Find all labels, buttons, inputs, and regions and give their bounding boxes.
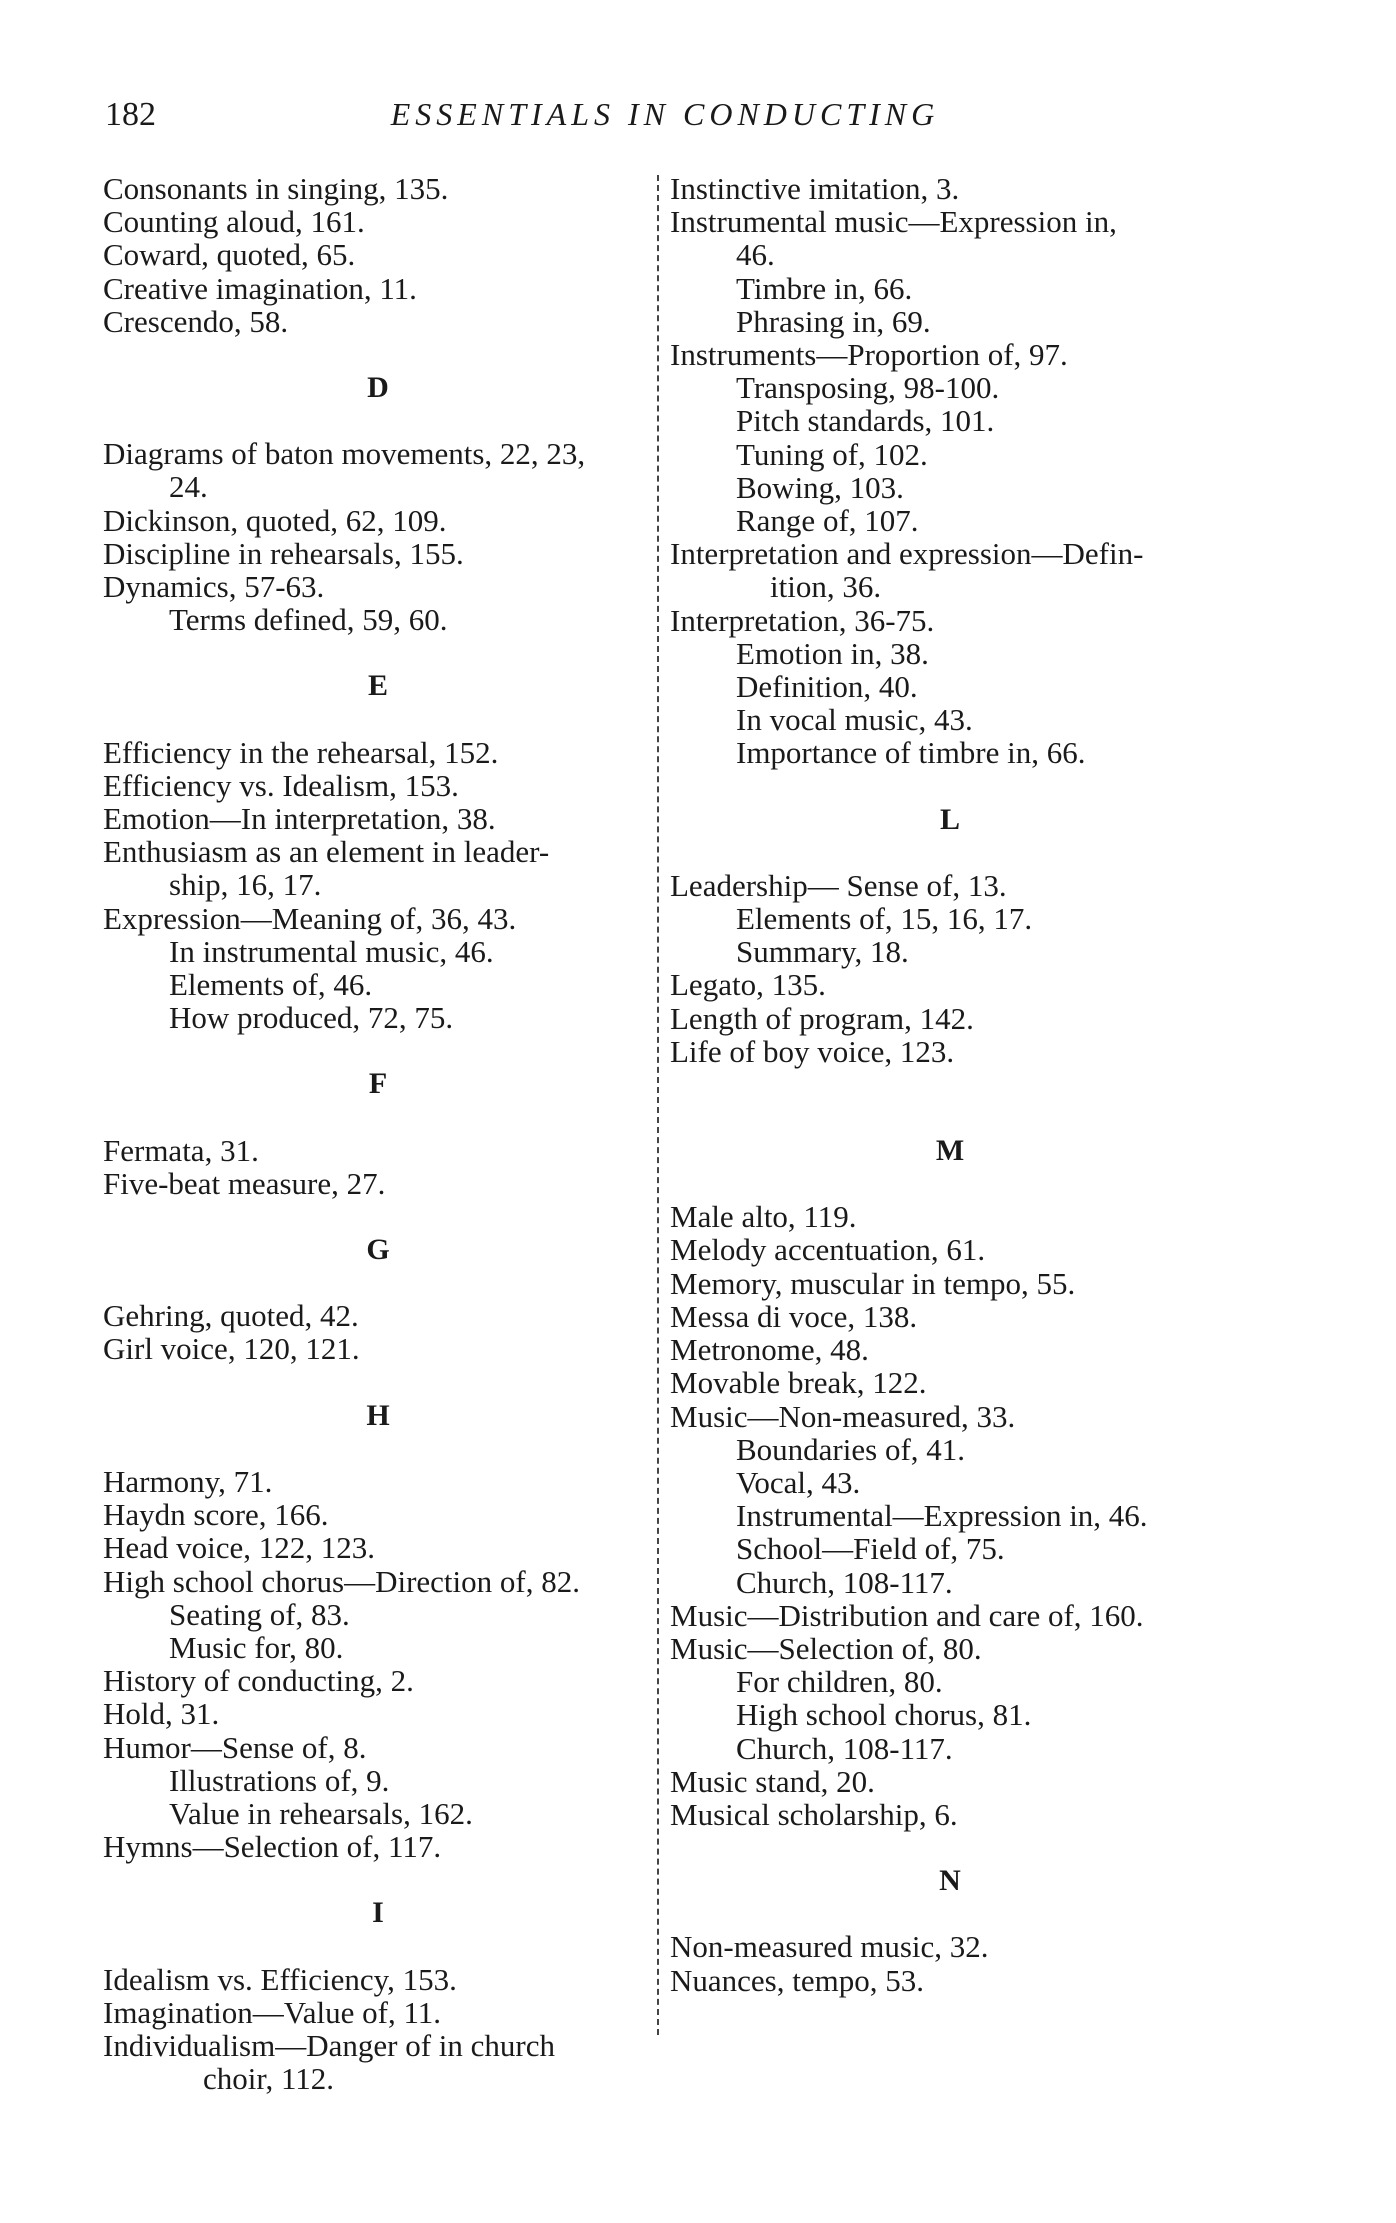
index-entry: Coward, quoted, 65. — [103, 237, 356, 273]
spacer — [670, 1831, 1230, 1864]
index-entry: Efficiency in the rehearsal, 152. — [103, 734, 499, 770]
index-entry: Interpretation and expression—Defin- — [670, 536, 1144, 572]
section-letter: G — [366, 1233, 390, 1267]
index-entry: Interpretation, 36-75. — [670, 602, 935, 638]
section-letter: I — [372, 1896, 384, 1930]
index-subentry: Emotion in, 38. — [736, 635, 929, 671]
index-column-right — [670, 172, 1230, 1997]
index-column-left — [103, 172, 653, 2095]
spacer — [103, 636, 653, 669]
index-entry: Dickinson, quoted, 62, 109. — [103, 502, 447, 538]
section-letter: D — [367, 371, 389, 405]
index-subentry: Pitch standards, 101. — [736, 403, 995, 439]
index-subentry: Value in rehearsals, 162. — [169, 1795, 473, 1831]
index-entry: Humor—Sense of, 8. — [103, 1729, 367, 1765]
index-subentry: In instrumental music, 46. — [169, 933, 494, 969]
index-subentry: Instrumental—Expression in, 46. — [736, 1498, 1148, 1534]
index-entry-continuation: ition, 36. — [770, 569, 882, 605]
index-entry: Music stand, 20. — [670, 1763, 875, 1799]
spacer — [670, 1068, 1230, 1101]
index-entry: Non-measured music, 32. — [670, 1929, 989, 1965]
index-entry: Length of program, 142. — [670, 1000, 974, 1036]
index-subentry: Elements of, 46. — [169, 967, 373, 1003]
index-subentry: Summary, 18. — [736, 934, 909, 970]
spacer — [103, 703, 653, 736]
index-entry: Head voice, 122, 123. — [103, 1530, 376, 1566]
index-entry: Music—Non-measured, 33. — [670, 1398, 1016, 1434]
index-subentry: Illustrations of, 9. — [169, 1762, 390, 1798]
index-subentry: Elements of, 15, 16, 17. — [736, 901, 1033, 937]
index-subentry: Definition, 40. — [736, 669, 918, 705]
index-entry: Five-beat measure, 27. — [103, 1165, 386, 1201]
section-letter: N — [939, 1864, 961, 1898]
index-subentry: Phrasing in, 69. — [736, 303, 931, 339]
index-entry: Expression—Meaning of, 36, 43. — [103, 900, 517, 936]
index-entry: Haydn score, 166. — [103, 1497, 329, 1533]
index-entry: Messa di voce, 138. — [670, 1298, 918, 1334]
column-divider — [657, 175, 659, 2035]
index-subentry: Church, 108-117. — [736, 1730, 953, 1766]
index-entry: Fermata, 31. — [103, 1132, 259, 1168]
index-subentry: Tuning of, 102. — [736, 436, 928, 472]
index-entry: Emotion—In interpretation, 38. — [103, 801, 496, 837]
index-subentry: For children, 80. — [736, 1664, 943, 1700]
index-subentry: Bowing, 103. — [736, 469, 904, 505]
index-entry: Consonants in singing, 135. — [103, 171, 449, 206]
index-subentry: Range of, 107. — [736, 503, 919, 539]
index-subentry: In vocal music, 43. — [736, 702, 973, 738]
index-subentry: Boundaries of, 41. — [736, 1431, 966, 1467]
spacer — [103, 1863, 653, 1896]
index-entry: Enthusiasm as an element in leader- — [103, 834, 550, 870]
index-subentry: Importance of timbre in, 66. — [736, 735, 1086, 771]
section-letter: L — [939, 802, 960, 836]
index-entry: Instinctive imitation, 3. — [670, 171, 960, 206]
index-subentry: Terms defined, 59, 60. — [169, 602, 448, 638]
section-letter: E — [367, 669, 388, 703]
index-subentry: 24. — [169, 469, 208, 505]
section-letter: M — [935, 1134, 965, 1168]
spacer — [103, 1432, 653, 1465]
index-subentry: School—Field of, 75. — [736, 1531, 1005, 1567]
index-entry: Harmony, 71. — [103, 1463, 273, 1499]
index-entry: Music—Selection of, 80. — [670, 1630, 982, 1666]
index-subentry: Seating of, 83. — [169, 1596, 350, 1632]
index-subentry: How produced, 72, 75. — [169, 1000, 454, 1036]
index-subentry: ship, 16, 17. — [169, 867, 322, 903]
index-entry: Hymns—Selection of, 117. — [103, 1829, 442, 1865]
index-entry: Nuances, tempo, 53. — [670, 1962, 924, 1998]
index-subentry: Timbre in, 66. — [736, 270, 913, 306]
index-entry: Musical scholarship, 6. — [670, 1796, 958, 1832]
index-entry: Hold, 31. — [103, 1696, 220, 1732]
spacer — [103, 1101, 653, 1134]
index-subentry: Transposing, 98-100. — [736, 370, 1000, 406]
spacer — [670, 1897, 1230, 1930]
index-entry: Leadership— Sense of, 13. — [670, 867, 1007, 903]
running-title: ESSENTIALS IN CONDUCTING — [390, 96, 940, 132]
index-entry-continuation: choir, 112. — [203, 2061, 335, 2097]
index-subentry: High school chorus, 81. — [736, 1697, 1032, 1733]
spacer — [103, 1200, 653, 1233]
index-entry: Instruments—Proportion of, 97. — [670, 337, 1068, 373]
index-entry: Movable break, 122. — [670, 1365, 927, 1401]
spacer — [103, 1930, 653, 1963]
index-entry: Idealism vs. Efficiency, 153. — [103, 1961, 457, 1997]
index-entry: History of conducting, 2. — [103, 1663, 414, 1699]
index-subentry: 46. — [736, 237, 775, 273]
section-letter: H — [366, 1398, 390, 1432]
spacer — [103, 1366, 653, 1399]
index-entry: Diagrams of baton movements, 22, 23, — [103, 436, 586, 472]
spacer — [670, 1167, 1230, 1200]
index-entry: Dynamics, 57-63. — [103, 569, 325, 605]
index-entry: Individualism—Danger of in church — [103, 2027, 555, 2063]
index-entry: Discipline in rehearsals, 155. — [103, 535, 464, 571]
spacer — [670, 770, 1230, 803]
index-entry: Gehring, quoted, 42. — [103, 1298, 359, 1334]
index-entry: Efficiency vs. Idealism, 153. — [103, 767, 459, 803]
index-subentry: Music for, 80. — [169, 1629, 344, 1665]
index-entry: Creative imagination, 11. — [103, 270, 417, 306]
spacer — [670, 1101, 1230, 1134]
spacer — [103, 1266, 653, 1299]
index-entry: Crescendo, 58. — [103, 303, 289, 339]
index-entry: Music—Distribution and care of, 160. — [670, 1597, 1144, 1633]
index-entry: High school chorus—Direction of, 82. — [103, 1563, 580, 1599]
page-number: 182 — [105, 96, 156, 133]
index-entry: Legato, 135. — [670, 967, 826, 1003]
index-entry: Memory, muscular in tempo, 55. — [670, 1265, 1076, 1301]
index-entry: Male alto, 119. — [670, 1199, 857, 1235]
index-subentry: Church, 108-117. — [736, 1564, 953, 1600]
index-entry: Girl voice, 120, 121. — [103, 1331, 360, 1367]
spacer — [103, 1034, 653, 1067]
spacer — [103, 338, 653, 371]
spacer — [103, 404, 653, 437]
index-entry: Imagination—Value of, 11. — [103, 1994, 442, 2030]
index-entry: Instrumental music—Expression in, — [670, 204, 1117, 240]
section-letter: F — [368, 1067, 388, 1101]
index-entry: Melody accentuation, 61. — [670, 1232, 986, 1268]
index-entry: Metronome, 48. — [670, 1332, 869, 1368]
index-entry: Life of boy voice, 123. — [670, 1033, 955, 1069]
spacer — [670, 836, 1230, 869]
page-header — [105, 96, 1225, 146]
index-entry: Counting aloud, 161. — [103, 204, 365, 240]
index-subentry: Vocal, 43. — [736, 1464, 861, 1500]
